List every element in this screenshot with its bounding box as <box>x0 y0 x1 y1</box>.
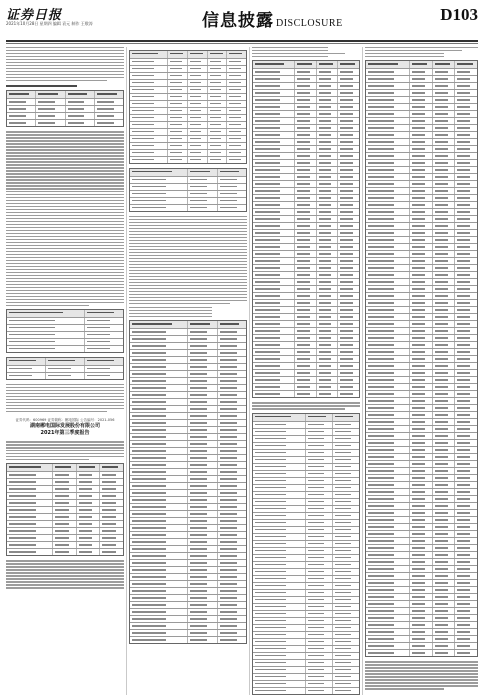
header-rule-thin <box>6 43 478 44</box>
text-block <box>6 47 124 81</box>
announcement-code: 证券代码：600969 证券简称：郴电国际 公告编号：2021-056 <box>15 418 115 423</box>
column-divider <box>362 47 363 695</box>
announcement-company: 湖南郴电国际发展股份有限公司 <box>29 423 100 430</box>
column-4 <box>365 47 478 695</box>
section-title-en: DISCLOSURE <box>276 18 343 29</box>
column-divider <box>249 47 250 695</box>
text-block <box>6 131 124 305</box>
section-title-cn: 信息披露 <box>202 11 274 31</box>
data-table <box>6 463 124 556</box>
column-divider <box>126 47 127 695</box>
text-block <box>365 47 478 57</box>
data-table <box>129 50 247 164</box>
subheading <box>6 85 77 87</box>
section-title <box>202 6 343 31</box>
text-block <box>6 384 124 412</box>
text-block <box>365 661 478 689</box>
announcement-heading <box>6 418 124 436</box>
masthead <box>6 4 478 38</box>
column-3 <box>252 47 360 695</box>
newspaper-logo: 证券日报 <box>6 8 63 23</box>
column-2 <box>129 47 247 695</box>
data-table <box>6 90 124 127</box>
data-table <box>6 357 124 380</box>
page-number: D103 <box>440 5 478 24</box>
announcement-title: 2021年第三季度报告 <box>40 429 90 436</box>
data-table <box>252 60 360 398</box>
text-block <box>129 216 247 304</box>
text-block <box>6 560 124 588</box>
text-block <box>252 47 360 57</box>
column-1 <box>6 47 124 695</box>
header-rule <box>6 40 478 42</box>
data-table <box>365 60 478 657</box>
data-table <box>129 168 247 212</box>
text-block <box>129 307 247 317</box>
data-table <box>252 413 360 695</box>
text-block <box>252 402 360 409</box>
issue-meta: 2021年10月28日 星期四 编辑 袁元 制作 王敬涛 <box>6 21 93 26</box>
data-table <box>6 309 124 353</box>
text-block <box>6 441 124 460</box>
data-table <box>129 320 247 644</box>
